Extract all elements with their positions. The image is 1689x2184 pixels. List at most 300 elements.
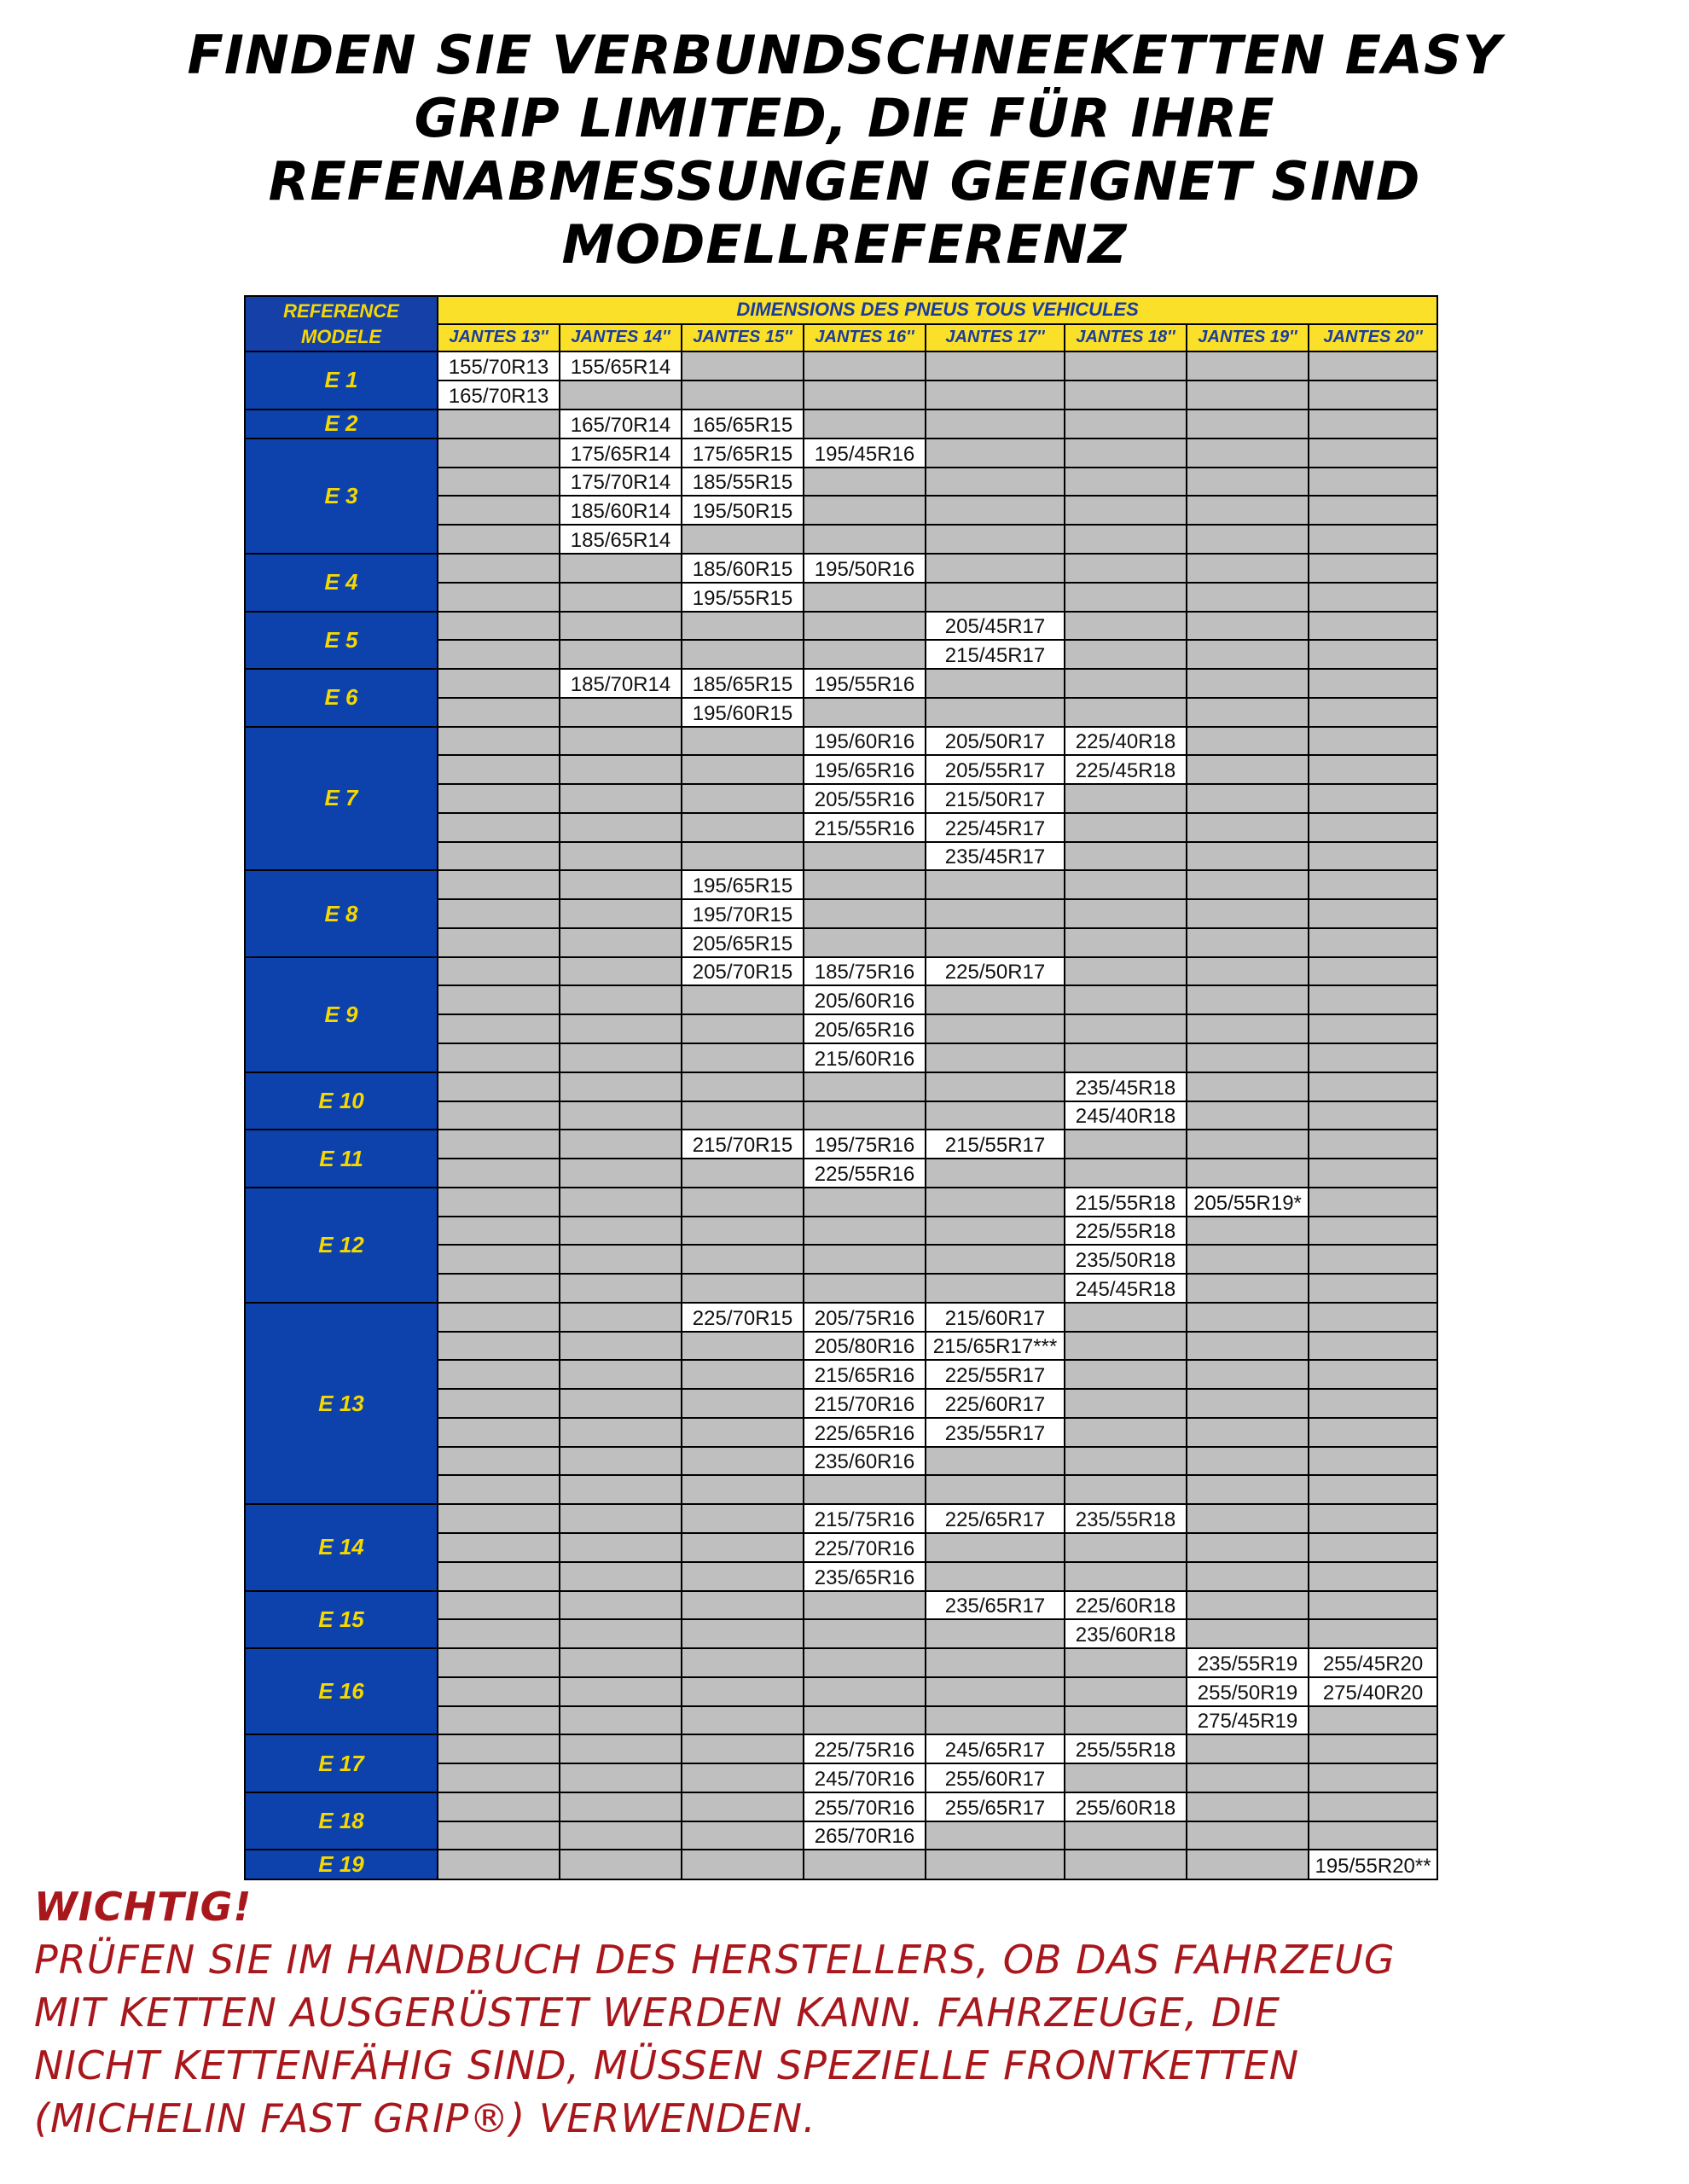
empty-cell bbox=[560, 1850, 682, 1879]
empty-cell bbox=[438, 439, 560, 468]
title-line: FINDEN SIE VERBUNDSCHNEEKETTEN EASY bbox=[187, 24, 1502, 86]
empty-cell bbox=[682, 1763, 804, 1792]
model-reference-cell: E 1 bbox=[245, 351, 438, 410]
empty-cell bbox=[1065, 380, 1187, 410]
empty-cell bbox=[804, 525, 926, 554]
empty-cell bbox=[804, 468, 926, 497]
empty-cell bbox=[804, 1706, 926, 1735]
empty-cell bbox=[438, 1332, 560, 1361]
empty-cell bbox=[560, 928, 682, 957]
empty-cell bbox=[804, 583, 926, 612]
empty-cell bbox=[1187, 554, 1309, 583]
empty-cell bbox=[682, 1734, 804, 1763]
empty-cell bbox=[1309, 870, 1437, 899]
empty-cell bbox=[1187, 1504, 1309, 1533]
empty-cell bbox=[1065, 899, 1187, 928]
empty-cell bbox=[1187, 612, 1309, 641]
empty-cell bbox=[1065, 1562, 1187, 1591]
empty-cell bbox=[1187, 1792, 1309, 1821]
empty-cell bbox=[1309, 380, 1437, 410]
empty-cell bbox=[560, 1447, 682, 1476]
empty-cell bbox=[438, 468, 560, 497]
empty-cell bbox=[1065, 842, 1187, 871]
tyre-size-cell: 215/65R17*** bbox=[926, 1332, 1065, 1361]
empty-cell bbox=[560, 1274, 682, 1303]
empty-cell bbox=[1309, 1533, 1437, 1562]
empty-cell bbox=[438, 755, 560, 784]
table-row bbox=[245, 1188, 1437, 1217]
empty-cell bbox=[804, 1648, 926, 1677]
empty-cell bbox=[1309, 842, 1437, 871]
empty-cell bbox=[804, 1072, 926, 1101]
empty-cell bbox=[438, 1706, 560, 1735]
tyre-size-cell: 195/55R20** bbox=[1309, 1850, 1437, 1879]
empty-cell bbox=[1309, 1792, 1437, 1821]
empty-cell bbox=[438, 1130, 560, 1159]
empty-cell bbox=[438, 1389, 560, 1418]
empty-cell bbox=[1309, 1619, 1437, 1648]
tyre-size-cell: 185/55R15 bbox=[682, 468, 804, 497]
empty-cell bbox=[1065, 1648, 1187, 1677]
empty-cell bbox=[438, 583, 560, 612]
empty-cell bbox=[438, 1850, 560, 1879]
table-row bbox=[245, 554, 1437, 583]
empty-cell bbox=[1187, 698, 1309, 727]
empty-cell bbox=[1187, 1360, 1309, 1389]
rim-size-header: JANTES 18'' bbox=[1065, 324, 1187, 352]
empty-cell bbox=[560, 784, 682, 813]
empty-cell bbox=[560, 1418, 682, 1447]
empty-cell bbox=[1309, 410, 1437, 439]
tyre-size-cell: 225/70R15 bbox=[682, 1303, 804, 1332]
warning-line: (MICHELIN FAST GRIP®) VERWENDEN. bbox=[34, 2095, 816, 2141]
empty-cell bbox=[1065, 669, 1187, 698]
tyre-size-cell: 215/70R16 bbox=[804, 1389, 926, 1418]
tyre-size-cell: 185/70R14 bbox=[560, 669, 682, 698]
empty-cell bbox=[1065, 957, 1187, 986]
empty-cell bbox=[926, 1562, 1065, 1591]
empty-cell bbox=[1309, 351, 1437, 380]
empty-cell bbox=[438, 1533, 560, 1562]
empty-cell bbox=[926, 669, 1065, 698]
empty-cell bbox=[1187, 755, 1309, 784]
empty-cell bbox=[560, 1159, 682, 1188]
empty-cell bbox=[1309, 1360, 1437, 1389]
model-reference-cell: E 18 bbox=[245, 1792, 438, 1850]
tyre-size-cell: 195/50R16 bbox=[804, 554, 926, 583]
empty-cell bbox=[682, 1389, 804, 1418]
empty-cell bbox=[1065, 439, 1187, 468]
tyre-size-cell: 185/65R14 bbox=[560, 525, 682, 554]
empty-cell bbox=[804, 899, 926, 928]
empty-cell bbox=[926, 1274, 1065, 1303]
empty-cell bbox=[560, 1389, 682, 1418]
tyre-size-cell: 215/75R16 bbox=[804, 1504, 926, 1533]
empty-cell bbox=[1309, 583, 1437, 612]
tyre-size-cell: 245/65R17 bbox=[926, 1734, 1065, 1763]
warning-note bbox=[34, 1880, 1672, 2145]
empty-cell bbox=[926, 899, 1065, 928]
tyre-size-cell: 205/60R16 bbox=[804, 985, 926, 1014]
model-reference-cell: E 15 bbox=[245, 1591, 438, 1649]
tyre-size-cell: 235/50R18 bbox=[1065, 1245, 1187, 1274]
empty-cell bbox=[1065, 1159, 1187, 1188]
empty-cell bbox=[1187, 410, 1309, 439]
empty-cell bbox=[1187, 496, 1309, 525]
empty-cell bbox=[804, 351, 926, 380]
empty-cell bbox=[560, 1619, 682, 1648]
empty-cell bbox=[560, 957, 682, 986]
empty-cell bbox=[1187, 1274, 1309, 1303]
empty-cell bbox=[804, 612, 926, 641]
title-line: GRIP LIMITED, DIE FÜR IHRE bbox=[414, 87, 1275, 149]
empty-cell bbox=[1187, 1619, 1309, 1648]
empty-cell bbox=[438, 842, 560, 871]
empty-cell bbox=[1309, 813, 1437, 842]
empty-cell bbox=[926, 1245, 1065, 1274]
model-reference-cell: E 16 bbox=[245, 1648, 438, 1734]
empty-cell bbox=[926, 1159, 1065, 1188]
model-reference-cell: E 14 bbox=[245, 1504, 438, 1590]
empty-cell bbox=[804, 1101, 926, 1130]
empty-cell bbox=[1065, 468, 1187, 497]
empty-cell bbox=[438, 1648, 560, 1677]
tyre-size-cell: 255/70R16 bbox=[804, 1792, 926, 1821]
tyre-size-cell: 225/50R17 bbox=[926, 957, 1065, 986]
empty-cell bbox=[1187, 1159, 1309, 1188]
rim-size-header: JANTES 20'' bbox=[1309, 324, 1437, 352]
empty-cell bbox=[1187, 957, 1309, 986]
table-row bbox=[245, 612, 1437, 641]
empty-cell bbox=[926, 410, 1065, 439]
empty-cell bbox=[560, 1648, 682, 1677]
empty-cell bbox=[560, 1130, 682, 1159]
empty-cell bbox=[682, 985, 804, 1014]
empty-cell bbox=[804, 698, 926, 727]
empty-cell bbox=[1187, 813, 1309, 842]
tyre-size-cell: 275/45R19 bbox=[1187, 1706, 1309, 1735]
empty-cell bbox=[682, 1821, 804, 1850]
empty-cell bbox=[926, 1014, 1065, 1043]
empty-cell bbox=[438, 1591, 560, 1620]
empty-cell bbox=[926, 1072, 1065, 1101]
table-row bbox=[245, 1504, 1437, 1533]
empty-cell bbox=[1187, 1763, 1309, 1792]
table-row bbox=[245, 1591, 1437, 1620]
empty-cell bbox=[1187, 1043, 1309, 1072]
tyre-size-cell: 195/70R15 bbox=[682, 899, 804, 928]
tyre-size-cell: 165/70R14 bbox=[560, 410, 682, 439]
empty-cell bbox=[926, 1533, 1065, 1562]
empty-cell bbox=[1309, 985, 1437, 1014]
empty-cell bbox=[1309, 1763, 1437, 1792]
empty-cell bbox=[560, 842, 682, 871]
empty-cell bbox=[560, 1475, 682, 1504]
empty-cell bbox=[926, 870, 1065, 899]
empty-cell bbox=[560, 1245, 682, 1274]
empty-cell bbox=[1309, 928, 1437, 957]
empty-cell bbox=[1309, 1217, 1437, 1246]
empty-cell bbox=[438, 669, 560, 698]
model-reference-cell: E 13 bbox=[245, 1303, 438, 1504]
model-reference-cell: E 3 bbox=[245, 439, 438, 554]
empty-cell bbox=[438, 1159, 560, 1188]
tyre-size-cell: 255/65R17 bbox=[926, 1792, 1065, 1821]
empty-cell bbox=[438, 1792, 560, 1821]
tyre-size-cell: 225/55R16 bbox=[804, 1159, 926, 1188]
warning-line: MIT KETTEN AUSGERÜSTET WERDEN KANN. FAHRZEUGE, DIE bbox=[34, 1989, 1281, 2036]
tyre-size-cell: 195/55R15 bbox=[682, 583, 804, 612]
empty-cell bbox=[1065, 1763, 1187, 1792]
empty-cell bbox=[1187, 842, 1309, 871]
empty-cell bbox=[438, 1418, 560, 1447]
empty-cell bbox=[804, 928, 926, 957]
empty-cell bbox=[1065, 928, 1187, 957]
empty-cell bbox=[1065, 1014, 1187, 1043]
empty-cell bbox=[560, 1014, 682, 1043]
empty-cell bbox=[1309, 784, 1437, 813]
tyre-size-cell: 205/65R15 bbox=[682, 928, 804, 957]
tyre-size-cell: 235/60R16 bbox=[804, 1447, 926, 1476]
tyre-size-cell: 175/65R14 bbox=[560, 439, 682, 468]
empty-cell bbox=[926, 1217, 1065, 1246]
empty-cell bbox=[926, 439, 1065, 468]
empty-cell bbox=[926, 928, 1065, 957]
empty-cell bbox=[926, 468, 1065, 497]
tyre-size-cell: 245/70R16 bbox=[804, 1763, 926, 1792]
empty-cell bbox=[1065, 1332, 1187, 1361]
empty-cell bbox=[438, 1014, 560, 1043]
empty-cell bbox=[1065, 583, 1187, 612]
tyre-size-cell: 235/45R18 bbox=[1065, 1072, 1187, 1101]
table-row bbox=[245, 957, 1437, 986]
empty-cell bbox=[682, 380, 804, 410]
empty-cell bbox=[438, 899, 560, 928]
empty-cell bbox=[560, 1734, 682, 1763]
empty-cell bbox=[1065, 1130, 1187, 1159]
empty-cell bbox=[682, 1360, 804, 1389]
empty-cell bbox=[1309, 640, 1437, 669]
tyre-size-cell: 165/70R13 bbox=[438, 380, 560, 410]
empty-cell bbox=[560, 1101, 682, 1130]
empty-cell bbox=[1309, 1418, 1437, 1447]
empty-cell bbox=[682, 1619, 804, 1648]
empty-cell bbox=[560, 1303, 682, 1332]
title-line: MODELLREFERENZ bbox=[561, 213, 1128, 276]
empty-cell bbox=[560, 1763, 682, 1792]
empty-cell bbox=[560, 1217, 682, 1246]
empty-cell bbox=[804, 870, 926, 899]
empty-cell bbox=[1065, 1706, 1187, 1735]
empty-cell bbox=[1065, 525, 1187, 554]
empty-cell bbox=[1065, 1821, 1187, 1850]
empty-cell bbox=[1187, 1332, 1309, 1361]
tyre-size-table bbox=[244, 295, 1438, 1880]
empty-cell bbox=[1309, 1303, 1437, 1332]
empty-cell bbox=[1309, 1504, 1437, 1533]
empty-cell bbox=[1187, 1014, 1309, 1043]
empty-cell bbox=[438, 1245, 560, 1274]
empty-cell bbox=[438, 1274, 560, 1303]
model-reference-cell: E 5 bbox=[245, 612, 438, 670]
empty-cell bbox=[804, 1619, 926, 1648]
empty-cell bbox=[438, 1188, 560, 1217]
empty-cell bbox=[682, 612, 804, 641]
tyre-size-cell: 155/65R14 bbox=[560, 351, 682, 380]
empty-cell bbox=[1187, 928, 1309, 957]
table-row bbox=[245, 1792, 1437, 1821]
empty-cell bbox=[1065, 813, 1187, 842]
tyre-size-cell: 175/65R15 bbox=[682, 439, 804, 468]
table-row bbox=[245, 1303, 1437, 1332]
empty-cell bbox=[1309, 1734, 1437, 1763]
empty-cell bbox=[804, 1677, 926, 1706]
tyre-size-cell: 155/70R13 bbox=[438, 351, 560, 380]
empty-cell bbox=[804, 380, 926, 410]
empty-cell bbox=[804, 1217, 926, 1246]
empty-cell bbox=[1309, 1101, 1437, 1130]
tyre-size-cell: 195/60R15 bbox=[682, 698, 804, 727]
empty-cell bbox=[926, 380, 1065, 410]
tyre-size-cell: 205/55R16 bbox=[804, 784, 926, 813]
table-row bbox=[245, 1648, 1437, 1677]
empty-cell bbox=[1065, 1360, 1187, 1389]
empty-cell bbox=[560, 813, 682, 842]
empty-cell bbox=[1309, 1706, 1437, 1735]
empty-cell bbox=[682, 1014, 804, 1043]
rim-size-header: JANTES 15'' bbox=[682, 324, 804, 352]
empty-cell bbox=[1187, 727, 1309, 756]
empty-cell bbox=[560, 1533, 682, 1562]
empty-cell bbox=[682, 1188, 804, 1217]
empty-cell bbox=[1309, 1447, 1437, 1476]
empty-cell bbox=[1187, 669, 1309, 698]
table-row bbox=[245, 1130, 1437, 1159]
empty-cell bbox=[926, 496, 1065, 525]
tyre-size-cell: 195/65R16 bbox=[804, 755, 926, 784]
empty-cell bbox=[1187, 1850, 1309, 1879]
empty-cell bbox=[804, 1850, 926, 1879]
empty-cell bbox=[1309, 1072, 1437, 1101]
empty-cell bbox=[1309, 1475, 1437, 1504]
empty-cell bbox=[560, 380, 682, 410]
empty-cell bbox=[438, 928, 560, 957]
empty-cell bbox=[804, 1274, 926, 1303]
empty-cell bbox=[1187, 640, 1309, 669]
empty-cell bbox=[1309, 1274, 1437, 1303]
empty-cell bbox=[804, 1591, 926, 1620]
tyre-size-cell: 235/45R17 bbox=[926, 842, 1065, 871]
tyre-size-cell: 185/60R14 bbox=[560, 496, 682, 525]
empty-cell bbox=[560, 1043, 682, 1072]
model-reference-cell: E 12 bbox=[245, 1188, 438, 1303]
tyre-size-cell: 255/45R20 bbox=[1309, 1648, 1437, 1677]
empty-cell bbox=[438, 1504, 560, 1533]
dimensions-header: DIMENSIONS DES PNEUS TOUS VEHICULES bbox=[438, 296, 1437, 324]
empty-cell bbox=[438, 698, 560, 727]
tyre-size-cell: 195/55R16 bbox=[804, 669, 926, 698]
tyre-size-cell: 215/60R16 bbox=[804, 1043, 926, 1072]
tyre-size-cell: 225/65R17 bbox=[926, 1504, 1065, 1533]
tyre-size-cell: 225/40R18 bbox=[1065, 727, 1187, 756]
empty-cell bbox=[926, 1188, 1065, 1217]
table-row bbox=[245, 1734, 1437, 1763]
empty-cell bbox=[560, 1677, 682, 1706]
empty-cell bbox=[1065, 1475, 1187, 1504]
tyre-size-cell: 195/65R15 bbox=[682, 870, 804, 899]
tyre-size-cell: 225/45R18 bbox=[1065, 755, 1187, 784]
empty-cell bbox=[1065, 554, 1187, 583]
empty-cell bbox=[1065, 1850, 1187, 1879]
empty-cell bbox=[438, 1303, 560, 1332]
empty-cell bbox=[1309, 1188, 1437, 1217]
empty-cell bbox=[926, 1475, 1065, 1504]
empty-cell bbox=[926, 1043, 1065, 1072]
empty-cell bbox=[1309, 1389, 1437, 1418]
empty-cell bbox=[682, 1447, 804, 1476]
empty-cell bbox=[1309, 899, 1437, 928]
tyre-size-cell: 225/45R17 bbox=[926, 813, 1065, 842]
empty-cell bbox=[438, 870, 560, 899]
empty-cell bbox=[682, 1418, 804, 1447]
empty-cell bbox=[1187, 1821, 1309, 1850]
tyre-size-cell: 215/55R18 bbox=[1065, 1188, 1187, 1217]
empty-cell bbox=[926, 583, 1065, 612]
empty-cell bbox=[438, 1101, 560, 1130]
empty-cell bbox=[438, 1763, 560, 1792]
model-reference-cell: E 17 bbox=[245, 1734, 438, 1792]
empty-cell bbox=[1309, 957, 1437, 986]
empty-cell bbox=[1065, 784, 1187, 813]
title-line: REFENABMESSUNGEN GEEIGNET SIND bbox=[268, 150, 1421, 212]
tyre-size-cell: 205/70R15 bbox=[682, 957, 804, 986]
model-reference-cell: E 11 bbox=[245, 1130, 438, 1188]
model-reference-cell: E 8 bbox=[245, 870, 438, 956]
empty-cell bbox=[438, 525, 560, 554]
empty-cell bbox=[438, 640, 560, 669]
tyre-size-cell: 195/45R16 bbox=[804, 439, 926, 468]
empty-cell bbox=[804, 640, 926, 669]
empty-cell bbox=[1309, 727, 1437, 756]
empty-cell bbox=[926, 351, 1065, 380]
rim-size-header: JANTES 14'' bbox=[560, 324, 682, 352]
tyre-size-cell: 225/60R18 bbox=[1065, 1591, 1187, 1620]
empty-cell bbox=[926, 698, 1065, 727]
table-row bbox=[245, 727, 1437, 756]
empty-cell bbox=[1187, 1303, 1309, 1332]
empty-cell bbox=[1187, 1533, 1309, 1562]
empty-cell bbox=[1065, 1533, 1187, 1562]
empty-cell bbox=[1187, 1389, 1309, 1418]
tyre-size-cell: 255/60R18 bbox=[1065, 1792, 1187, 1821]
tyre-size-cell: 215/65R16 bbox=[804, 1360, 926, 1389]
empty-cell bbox=[926, 1850, 1065, 1879]
table-row bbox=[245, 870, 1437, 899]
empty-cell bbox=[560, 870, 682, 899]
empty-cell bbox=[1187, 1101, 1309, 1130]
empty-cell bbox=[438, 813, 560, 842]
empty-cell bbox=[1187, 1217, 1309, 1246]
empty-cell bbox=[1187, 468, 1309, 497]
tyre-size-cell: 195/50R15 bbox=[682, 496, 804, 525]
empty-cell bbox=[1065, 870, 1187, 899]
empty-cell bbox=[682, 1159, 804, 1188]
empty-cell bbox=[1309, 1591, 1437, 1620]
empty-cell bbox=[926, 1619, 1065, 1648]
empty-cell bbox=[682, 1245, 804, 1274]
tyre-size-cell: 205/55R17 bbox=[926, 755, 1065, 784]
warning-title: WICHTIG! bbox=[34, 1884, 252, 1930]
